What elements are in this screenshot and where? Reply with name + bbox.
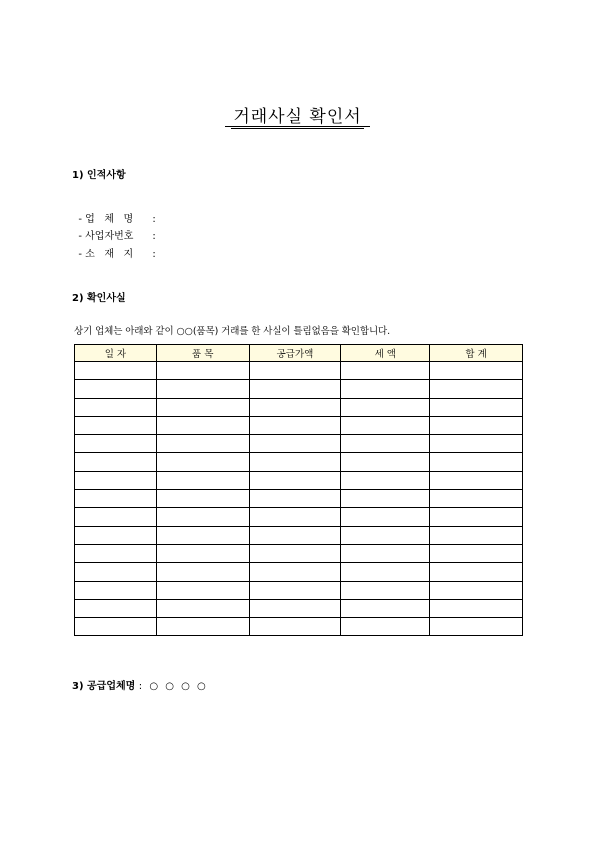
table-cell[interactable] [430,453,523,471]
table-cell[interactable] [249,362,341,380]
table-cell[interactable] [75,398,157,416]
table-row [75,453,523,471]
table-row [75,380,523,398]
supplier-line [72,677,208,692]
table-cell[interactable] [430,416,523,434]
table-row [75,563,523,581]
table-row [75,581,523,599]
table-row [75,544,523,562]
table-cell[interactable] [156,618,249,636]
table-cell[interactable] [75,508,157,526]
table-cell[interactable] [341,490,430,508]
table-cell[interactable] [75,362,157,380]
table-cell[interactable] [156,563,249,581]
document-title [0,102,595,129]
table-cell[interactable] [75,563,157,581]
table-cell[interactable] [249,599,341,617]
table-cell[interactable] [430,581,523,599]
document-title-text: 거래사실 확인서 [231,102,363,129]
table-cell[interactable] [341,563,430,581]
table-row [75,435,523,453]
table-cell[interactable] [75,416,157,434]
table-cell[interactable] [249,508,341,526]
supplier-name-value: : ○ ○ ○ ○ [138,681,208,692]
table-cell[interactable] [341,471,430,489]
table-header-row [75,345,523,362]
col-header-supply-amount: 공급가액 [249,345,341,362]
section1-heading: 1) 인적사항 [72,170,126,181]
table-row [75,471,523,489]
table-row [75,398,523,416]
table-cell[interactable] [341,362,430,380]
table-cell[interactable] [156,599,249,617]
table-cell[interactable] [341,618,430,636]
table-cell[interactable] [430,526,523,544]
col-header-tax: 세 액 [341,345,430,362]
field-business-number-value: : [152,231,156,242]
table-cell[interactable] [249,453,341,471]
table-cell[interactable] [156,526,249,544]
table-cell[interactable] [341,544,430,562]
title-underline [225,126,370,127]
table-row [75,526,523,544]
table-cell[interactable] [430,435,523,453]
table-cell[interactable] [249,526,341,544]
table-cell[interactable] [249,618,341,636]
table-cell[interactable] [249,435,341,453]
table-cell[interactable] [430,599,523,617]
table-cell[interactable] [156,416,249,434]
table-row [75,618,523,636]
table-cell[interactable] [75,526,157,544]
confirmation-statement: 상기 업체는 아래와 같이 ○○(품목) 거래를 한 사실이 틀림없음을 확인합니다. [74,326,391,337]
table-cell[interactable] [341,599,430,617]
section2-heading: 2) 확인사실 [72,293,126,304]
table-cell[interactable] [75,471,157,489]
table-cell[interactable] [341,526,430,544]
table-cell[interactable] [156,508,249,526]
table-cell[interactable] [341,581,430,599]
table-cell[interactable] [430,471,523,489]
field-company-name-value: : [152,214,156,225]
table-cell[interactable] [341,435,430,453]
table-cell[interactable] [75,435,157,453]
table-cell[interactable] [430,563,523,581]
table-row [75,490,523,508]
table-cell[interactable] [430,380,523,398]
table-cell[interactable] [249,490,341,508]
table-cell[interactable] [249,380,341,398]
col-header-item: 품 목 [156,345,249,362]
table-cell[interactable] [430,490,523,508]
section3-heading: 3) 공급업체명 [72,681,136,692]
table-cell[interactable] [156,581,249,599]
field-business-number-label: - 사업자번호 [78,231,134,242]
table-cell[interactable] [249,416,341,434]
col-header-total: 합 계 [430,345,523,362]
table-cell[interactable] [341,453,430,471]
table-row [75,508,523,526]
table-cell[interactable] [341,380,430,398]
table-cell[interactable] [156,398,249,416]
table-cell[interactable] [249,398,341,416]
table-body [75,362,523,636]
table-cell[interactable] [341,416,430,434]
table-cell[interactable] [156,544,249,562]
table-cell[interactable] [249,581,341,599]
table-cell[interactable] [156,380,249,398]
table-cell[interactable] [75,544,157,562]
table-cell[interactable] [430,362,523,380]
table-cell[interactable] [249,563,341,581]
table-cell[interactable] [430,618,523,636]
table-cell[interactable] [75,618,157,636]
table-cell[interactable] [430,508,523,526]
table-cell[interactable] [156,471,249,489]
table-cell[interactable] [75,490,157,508]
col-header-date: 일 자 [75,345,157,362]
table-cell[interactable] [75,581,157,599]
table-cell[interactable] [341,508,430,526]
field-address [72,234,156,260]
table-cell[interactable] [341,398,430,416]
transaction-table [74,344,523,636]
table-cell[interactable] [156,435,249,453]
table-cell[interactable] [156,453,249,471]
table-cell[interactable] [430,398,523,416]
table-cell[interactable] [430,544,523,562]
field-address-value: : [152,249,156,260]
table-row [75,416,523,434]
table-cell[interactable] [249,544,341,562]
table-row [75,362,523,380]
table-cell[interactable] [156,490,249,508]
table-cell[interactable] [156,362,249,380]
field-company-name-label: - 업 체 명 [78,214,134,225]
table-cell[interactable] [75,380,157,398]
table-cell[interactable] [75,453,157,471]
table-row [75,599,523,617]
table-cell[interactable] [75,599,157,617]
table-cell[interactable] [249,471,341,489]
field-address-label: - 소 재 지 [78,249,134,260]
